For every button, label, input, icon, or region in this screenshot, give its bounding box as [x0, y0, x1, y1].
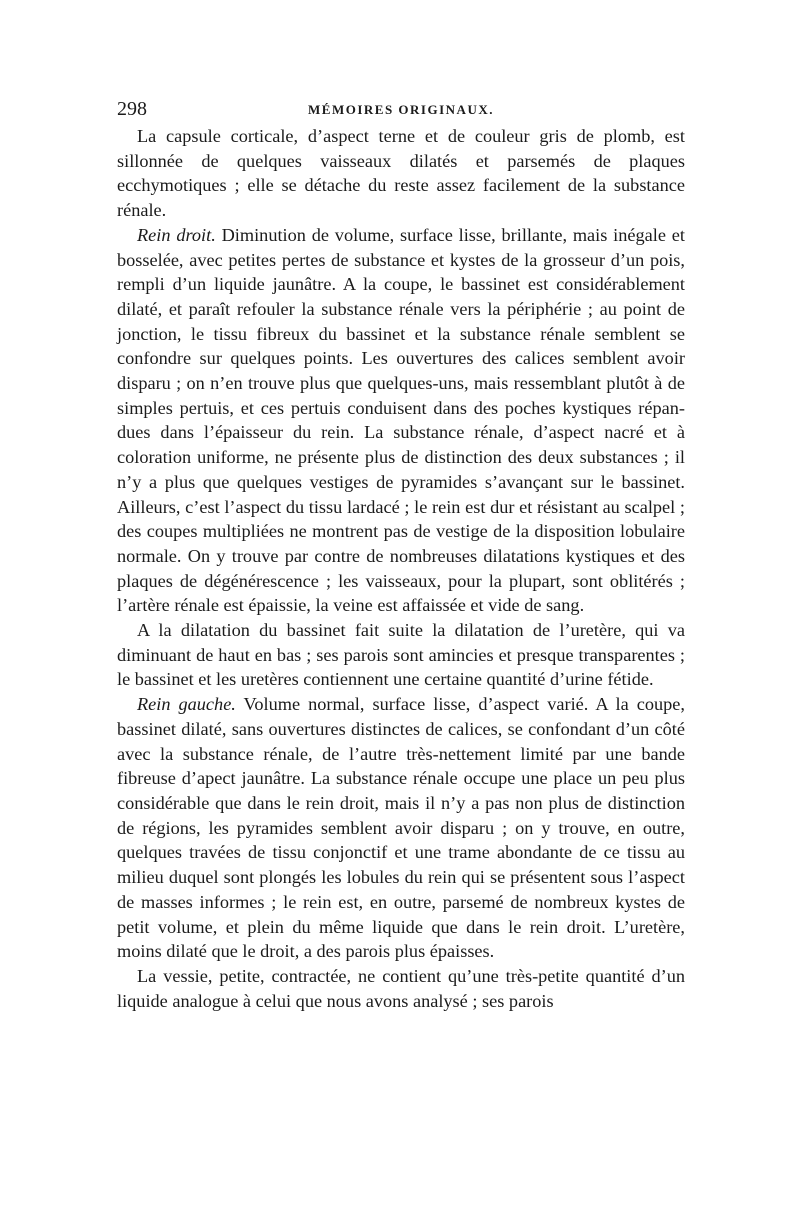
paragraph: [117, 124, 685, 223]
running-header: [117, 98, 685, 124]
paragraph: [117, 618, 685, 692]
paragraph: [117, 964, 685, 1013]
body-text: [117, 124, 685, 1013]
running-title: MÉMOIRES ORIGINAUX.: [308, 102, 494, 117]
page-number: 298: [117, 98, 147, 120]
book-page: [117, 98, 685, 1013]
paragraph-text: Volume normal, surface lisse, d’aspect varié. A la coupe, bassinet dilaté, sans ouvertures distinctes de calices, se confondant d’un côté avec la substance rénale, de l’autre très-nettement limité par une bande fibreuse d’apect jaunâtre. La substance rénale occupe une place un peu plus considérable que dans le rein droit, mais il n’y a pas non plus de distinction de régions, les pyramides semblent avoir disparu ; on y trouve, en outre, quelques travées de tissu conjonctif et une trame abondante de ce tissu au milieu duquel sont plongés les lobules du rein qui se présentent sous l’aspect de masses informes ; le rein est, en outre, parsemé de nombreux kystes de petit volume, et plein du même liquide que dans le rein droit. L’uretère, moins dilaté que le droit, a des parois plus épaisses.: [117, 694, 685, 962]
paragraph-text: A la dilatation du bassinet fait suite la dilatation de l’uretère, qui va diminuant de haut en bas ; ses parois sont amincies et presque transparentes ; le bassinet et les uretères contiennent une certaine quantité d’urine fétide.: [117, 620, 685, 690]
paragraph: [117, 692, 685, 964]
paragraph-text: La vessie, petite, contractée, ne contient qu’une très-petite quantité d’un liquide analogue à celui que nous avons analysé ; ses parois: [117, 965, 685, 1011]
paragraph-text: La capsule corticale, d’aspect terne et de couleur gris de plomb, est sillonnée de quelques vaisseaux dilatés et parsemés de plaques ecchymotiques ; elle se détache du reste assez facilement de la substance rénale.: [117, 126, 685, 221]
paragraph-text: Diminution de volume, surface lisse, brillante, mais inégale et bosselée, avec petites pertes de substance et kystes de la grosseur d’un pois, rempli d’un liquide jaunâtre. A la coupe, le bassinet est considérablement dilaté, et paraît refouler la substance rénale vers la périphérie ; au point de jonction, le tissu fibreux du bassinet et la substance rénale semblent se confondre sur quelques points. Les ouvertures des calices semblent avoir disparu ; on n’en trouve plus que quelques-uns, mais ressemblant plutôt à de simples pertuis, et ces pertuis conduisent dans des poches kystiques répandues dans l’épaisseur du rein. La substance rénale, d’aspect nacré et à coloration uniforme, ne présente plus de distinction des deux substances ; il n’y a plus que quelques vestiges de pyramides s’avançant sur le bassinet. Ailleurs, c’est l’aspect du tissu lardacé ; le rein est dur et résistant au scalpel ; des coupes multipliées ne montrent pas de vestige de la disposition lobulaire normale. On y trouve par contre de nombreuses dilatations kystiques et des plaques de dégénérescence ; les vaisseaux, pour la plupart, sont oblitérés ; l’artère rénale est épaissie, la veine est affaissée et vide de sang.: [117, 224, 685, 616]
paragraph-lead: Rein gauche.: [137, 694, 236, 715]
paragraph: [117, 223, 685, 618]
paragraph-lead: Rein droit.: [137, 224, 216, 245]
